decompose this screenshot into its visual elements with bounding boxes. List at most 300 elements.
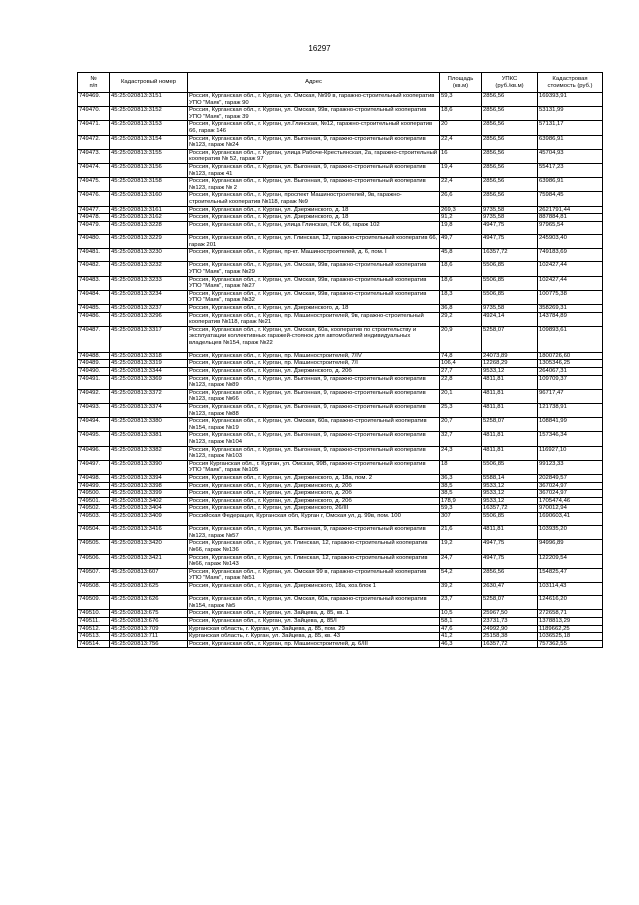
cell-area: 58,1: [440, 618, 482, 626]
cell-upks: 2856,56: [482, 121, 538, 135]
cell-value: 122209,54: [538, 554, 603, 568]
table-row: [78, 368, 603, 376]
cell-upks: 5588,14: [482, 474, 538, 482]
cell-cadastral: 45:25:020813:3398: [110, 482, 188, 490]
cell-area: 19,8: [440, 221, 482, 234]
cell-value: 55417,23: [538, 163, 603, 177]
cell-upks: 9735,58: [482, 206, 538, 214]
table-row: [78, 568, 603, 582]
cadastral-table: [77, 72, 603, 648]
cell-value: 53131,99: [538, 107, 603, 121]
table-row: [78, 352, 603, 360]
cell-area: 49,7: [440, 234, 482, 248]
cell-address: Курганская область, г. Курган, ул. Зайцева, д. 85, кв. 43: [188, 633, 440, 641]
cell-value: 154825,47: [538, 568, 603, 582]
cell-area: 36,8: [440, 305, 482, 313]
cell-value: 143784,89: [538, 312, 603, 326]
cell-value: 367024,97: [538, 482, 603, 490]
table-row: [78, 625, 603, 633]
cell-area: 19,4: [440, 163, 482, 177]
table-row: [78, 262, 603, 276]
cell-area: 269,3: [440, 206, 482, 214]
cell-area: 54,2: [440, 568, 482, 582]
cell-num: 749489.: [78, 360, 110, 368]
cell-area: 20,9: [440, 326, 482, 352]
cell-upks: 23731,73: [482, 618, 538, 626]
cell-cadastral: 45:25:020813:756: [110, 640, 188, 648]
cell-value: 1800726,60: [538, 352, 603, 360]
cell-value: 757362,55: [538, 640, 603, 648]
table-row: [78, 505, 603, 513]
cell-cadastral: 45:25:020813:3296: [110, 312, 188, 326]
cell-address: Россия, Курганская обл., г. Курган, ул. Дзержинского, д. 20б: [188, 497, 440, 505]
cell-address: Россия, Курганская обл., г. Курган, ул. Дзержинского, д. 18: [188, 206, 440, 214]
header-cadastral: Кадастровый номер: [110, 73, 188, 93]
cell-address: Российская Федерация, Курганская обл, Курган г, Омская ул, д. 99в, пом. 100: [188, 512, 440, 525]
cell-area: 23,7: [440, 596, 482, 610]
cell-value: 245903,40: [538, 234, 603, 248]
cell-address: Россия, Курганская обл., г. Курган, ул. Дзержинского, д. 20б: [188, 368, 440, 376]
cell-address: Россия, Курганская обл., г. Курган, пр. Машиностроителей, 9в, гаражно-строительный кооператив №118, гараж №21: [188, 312, 440, 326]
cell-cadastral: 45:25:020813:3318: [110, 352, 188, 360]
cell-upks: 4811,81: [482, 403, 538, 417]
cell-value: 124616,20: [538, 596, 603, 610]
cell-area: 36,3: [440, 474, 482, 482]
table-row: [78, 497, 603, 505]
cell-address: Курганская область, г. Курган, ул. Зайцева, д. 85, пом. 29: [188, 625, 440, 633]
cell-cadastral: 45:25:020813:711: [110, 633, 188, 641]
cell-value: 1189662,25: [538, 625, 603, 633]
table-row: [78, 360, 603, 368]
page-number: 16297: [308, 44, 331, 53]
cell-num: 749490.: [78, 368, 110, 376]
cell-area: 20: [440, 121, 482, 135]
table-row: [78, 249, 603, 262]
cell-upks: 9533,12: [482, 490, 538, 498]
cell-upks: 12268,29: [482, 360, 538, 368]
cell-area: 18: [440, 460, 482, 474]
cell-area: 91,2: [440, 214, 482, 222]
cell-num: 749486.: [78, 312, 110, 326]
cell-address: Россия, Курганская обл., г. Курган, ул. Выгонная, 9, гаражно-строительный кооператив №123, гараж №104: [188, 432, 440, 446]
cell-num: 749513.: [78, 633, 110, 641]
cell-area: 46,3: [440, 640, 482, 648]
table-row: [78, 540, 603, 554]
cell-num: 749493.: [78, 403, 110, 417]
cell-address: Россия, Курганская обл., г. Курган, ул. Выгонная, 9, гаражно-строительный кооператив №123, гараж №57: [188, 526, 440, 540]
cell-upks: 2856,56: [482, 178, 538, 192]
cell-num: 749507.: [78, 568, 110, 582]
cell-upks: 9735,58: [482, 305, 538, 313]
cell-upks: 16357,72: [482, 249, 538, 262]
cell-value: 121738,91: [538, 403, 603, 417]
cell-upks: 9735,58: [482, 214, 538, 222]
cell-upks: 4811,81: [482, 389, 538, 403]
table-row: [78, 312, 603, 326]
cell-num: 749469.: [78, 93, 110, 107]
cell-area: 20,1: [440, 389, 482, 403]
table-row: [78, 610, 603, 618]
cell-upks: 4811,81: [482, 375, 538, 389]
cell-area: 307: [440, 512, 482, 525]
cell-cadastral: 45:25:020813:3152: [110, 107, 188, 121]
cell-address: Россия, Курганская обл., г. Курган, ул. Выгонная, 9, гаражно-строительный кооператив №123, гараж №24: [188, 135, 440, 149]
cell-cadastral: 45:25:020813:3416: [110, 526, 188, 540]
cell-value: 1036525,18: [538, 633, 603, 641]
cell-cadastral: 45:25:020813:3374: [110, 403, 188, 417]
cell-cadastral: 45:25:020813:3229: [110, 234, 188, 248]
cell-address: Россия, Курганская обл., г. Курган, ул. Выгонная, 9, гаражно-строительный кооператив №123, гараж №103: [188, 446, 440, 460]
cell-cadastral: 45:25:020813:3154: [110, 135, 188, 149]
cell-num: 749473.: [78, 149, 110, 163]
cell-upks: 5506,85: [482, 276, 538, 290]
table-row: [78, 512, 603, 525]
cell-address: Россия, Курганская обл., г. Курган, ул. Дзержинского, 26/III: [188, 505, 440, 513]
cell-value: 2621791,44: [538, 206, 603, 214]
table-row: [78, 375, 603, 389]
cell-address: Россия, Курганская обл., г. Курган, ул. Омская, 99в, гаражно-строительный кооператив УПО "Маяк", гараж №32: [188, 290, 440, 304]
cell-value: 94996,89: [538, 540, 603, 554]
cell-value: 169393,91: [538, 93, 603, 107]
cell-cadastral: 45:25:020813:3319: [110, 360, 188, 368]
cell-num: 749500.: [78, 490, 110, 498]
cell-cadastral: 45:25:020813:3421: [110, 554, 188, 568]
cell-area: 32,7: [440, 432, 482, 446]
cell-num: 749470.: [78, 107, 110, 121]
cell-area: 45,8: [440, 249, 482, 262]
cell-num: 749510.: [78, 610, 110, 618]
cell-upks: 16357,72: [482, 640, 538, 648]
cell-num: 749494.: [78, 418, 110, 432]
cell-num: 749476.: [78, 192, 110, 206]
cell-cadastral: 45:25:020813:3156: [110, 163, 188, 177]
table-row: [78, 234, 603, 248]
cell-cadastral: 45:25:020813:3162: [110, 214, 188, 222]
cell-upks: 24073,89: [482, 352, 538, 360]
cell-cadastral: 45:25:020813:626: [110, 596, 188, 610]
cell-value: 970012,94: [538, 505, 603, 513]
cell-cadastral: 45:25:020813:676: [110, 618, 188, 626]
cell-area: 19,2: [440, 540, 482, 554]
cell-area: 10,5: [440, 610, 482, 618]
cell-address: Россия, Курганская обл., г. Курган, ул. Омская, 99в, гаражно-строительный кооператив УПО "Маяк", гараж 39: [188, 107, 440, 121]
cell-area: 21,6: [440, 526, 482, 540]
cell-num: 749482.: [78, 262, 110, 276]
cell-address: Россия, Курганская обл., г. Курган, пр. Машиностроителей, д. 6/III: [188, 640, 440, 648]
header-upks: УПКС (руб./кв.м): [482, 73, 538, 93]
cell-area: 106,4: [440, 360, 482, 368]
header-num: № п/п: [78, 73, 110, 93]
table-row: [78, 418, 603, 432]
cell-value: 99123,33: [538, 460, 603, 474]
cell-area: 47,6: [440, 625, 482, 633]
cell-value: 887884,81: [538, 214, 603, 222]
cell-num: 749474.: [78, 163, 110, 177]
table-row: [78, 290, 603, 304]
cell-cadastral: 45:25:020813:3382: [110, 446, 188, 460]
cell-address: Россия, Курганская обл., г. Курган, пр-кт. Машиностроителей, д. 6, пом. I: [188, 249, 440, 262]
cell-address: Россия, Курганская обл., г. Курган, ул. Выгонная, 9, гаражно-строительный кооператив №123, гараж 41: [188, 163, 440, 177]
table-row: [78, 206, 603, 214]
table-header-row: [78, 73, 603, 93]
table-row: [78, 474, 603, 482]
cell-value: 100775,38: [538, 290, 603, 304]
cell-cadastral: 45:25:020813:3155: [110, 149, 188, 163]
cell-num: 749514.: [78, 640, 110, 648]
cell-upks: 4811,81: [482, 446, 538, 460]
cell-cadastral: 45:25:020813:3160: [110, 192, 188, 206]
table-row: [78, 389, 603, 403]
cell-area: 16: [440, 149, 482, 163]
cell-cadastral: 45:25:020813:3369: [110, 375, 188, 389]
cell-cadastral: 45:25:020813:3404: [110, 505, 188, 513]
cell-num: 749503.: [78, 512, 110, 525]
cell-address: Россия, Курганская обл., г. Курган, проспект Машиностроителей, 9в, гаражно-строительный кооператив №118, гараж №9: [188, 192, 440, 206]
cell-area: 22,4: [440, 178, 482, 192]
cell-value: 272658,71: [538, 610, 603, 618]
cell-address: Россия, Курганская обл., г. Курган, ул. Глинская, 12, гаражно-строительный кооператив 66, гараж 201: [188, 234, 440, 248]
cell-address: Россия, Курганская обл., г. Курган, ул. Омская 99 в, гаражно-строительный кооператив УПО "Маяк", гараж №51: [188, 568, 440, 582]
cell-num: 749475.: [78, 178, 110, 192]
cell-upks: 5506,85: [482, 262, 538, 276]
table-row: [78, 214, 603, 222]
table-row: [78, 107, 603, 121]
cell-num: 749512.: [78, 625, 110, 633]
cell-address: Россия, Курганская обл., г. Курган, ул. Выгонная, 9, гаражно-строительный кооператив №123, гараж №66: [188, 389, 440, 403]
cell-num: 749491.: [78, 375, 110, 389]
cell-cadastral: 45:25:020813:3399: [110, 490, 188, 498]
cell-address: Россия, Курганская обл., г. Курган, ул. Омская, 60а, гаражно-строительный кооператив №154, гараж №19: [188, 418, 440, 432]
cell-area: 59,3: [440, 505, 482, 513]
cell-address: Россия, Курганская обл., г. Курган, ул. Дзержинского, д. 20б: [188, 482, 440, 490]
table-row: [78, 446, 603, 460]
cell-num: 749504.: [78, 526, 110, 540]
cell-value: 109893,61: [538, 326, 603, 352]
cell-cadastral: 45:25:020813:3228: [110, 221, 188, 234]
cell-address: Россия, Курганская обл., г. Курган, ул. Омская, 60а, гаражно-строительный кооператив №154, гараж №5: [188, 596, 440, 610]
cell-cadastral: 45:25:020813:3317: [110, 326, 188, 352]
cell-area: 18,6: [440, 107, 482, 121]
cell-value: 45704,93: [538, 149, 603, 163]
cell-area: 18,3: [440, 290, 482, 304]
cell-value: 264067,31: [538, 368, 603, 376]
cell-upks: 2856,56: [482, 192, 538, 206]
table-row: [78, 276, 603, 290]
cell-upks: 2856,56: [482, 149, 538, 163]
cell-upks: 4811,81: [482, 432, 538, 446]
cell-upks: 5506,85: [482, 290, 538, 304]
table-row: [78, 596, 603, 610]
cell-value: 1690603,41: [538, 512, 603, 525]
table-row: [78, 633, 603, 641]
cell-num: 749492.: [78, 389, 110, 403]
cell-address: Россия, Курганская обл., г. Курган, ул. Омская, №99 в, гаражно-строительный кооператив УПО "Маяк", гараж 90: [188, 93, 440, 107]
table-row: [78, 482, 603, 490]
cell-value: 749183,69: [538, 249, 603, 262]
cell-area: 18,6: [440, 262, 482, 276]
table-row: [78, 403, 603, 417]
cell-value: 116927,10: [538, 446, 603, 460]
table-row: [78, 554, 603, 568]
cell-upks: 25158,38: [482, 633, 538, 641]
cell-value: 103114,43: [538, 582, 603, 595]
cell-area: 25,3: [440, 403, 482, 417]
table-row: [78, 149, 603, 163]
cell-area: 38,5: [440, 490, 482, 498]
table-row: [78, 640, 603, 648]
cell-upks: 4947,75: [482, 554, 538, 568]
cell-upks: 4947,75: [482, 540, 538, 554]
cell-address: Россия, Курганская обл., г. Курган, ул. Омская, 99в, гаражно-строительный кооператив УПО "Маяк", гараж №29: [188, 262, 440, 276]
cell-address: Россия, Курганская обл., г. Курган, ул. Омская, 99в, гаражно-строительный кооператив УПО "Маяк", гараж №27: [188, 276, 440, 290]
header-address: Адрес: [188, 73, 440, 93]
cell-value: 102427,44: [538, 262, 603, 276]
cell-address: Россия, Курганская обл., г. Курган, ул. Дзержинского, д. 18а, пом. 2: [188, 474, 440, 482]
table-row: [78, 192, 603, 206]
cell-num: 749511.: [78, 618, 110, 626]
cell-upks: 2856,56: [482, 93, 538, 107]
cell-address: Россия, Курганская обл., г. Курган, ул. Выгонная, 9, гаражно-строительный кооператив №123, гараж №89: [188, 375, 440, 389]
cell-address: Россия, Курганская обл., г. Курган, ул.Глинская, №12, гаражно-строительный кооператив 66, гараж 146: [188, 121, 440, 135]
cell-upks: 2856,56: [482, 135, 538, 149]
cell-cadastral: 45:25:020813:3420: [110, 540, 188, 554]
cell-area: 20,7: [440, 418, 482, 432]
cell-cadastral: 45:25:020813:3394: [110, 474, 188, 482]
cell-upks: 24992,90: [482, 625, 538, 633]
cell-num: 749488.: [78, 352, 110, 360]
cell-upks: 4811,81: [482, 526, 538, 540]
cell-value: 97965,54: [538, 221, 603, 234]
cell-num: 749487.: [78, 326, 110, 352]
cell-cadastral: 45:25:020813:3409: [110, 512, 188, 525]
table-row: [78, 526, 603, 540]
cell-num: 749478.: [78, 214, 110, 222]
cell-num: 749484.: [78, 290, 110, 304]
cell-address: Россия, Курганская обл., г. Курган, ул. Зайцева, д. 85, кв. 1: [188, 610, 440, 618]
cell-value: 367024,97: [538, 490, 603, 498]
cell-cadastral: 45:25:020813:3233: [110, 276, 188, 290]
cell-num: 749501.: [78, 497, 110, 505]
cell-upks: 5258,07: [482, 596, 538, 610]
cell-cadastral: 45:25:020813:3380: [110, 418, 188, 432]
cell-upks: 9533,12: [482, 482, 538, 490]
cell-num: 749509.: [78, 596, 110, 610]
cell-value: 57131,17: [538, 121, 603, 135]
cell-upks: 5258,07: [482, 418, 538, 432]
cell-cadastral: 45:25:020813:3390: [110, 460, 188, 474]
cell-cadastral: 45:25:020813:3230: [110, 249, 188, 262]
cell-area: 38,5: [440, 482, 482, 490]
cell-address: Россия, Курганская обл., г. Курган, пр. Машиностроителей, 7/I: [188, 360, 440, 368]
cell-area: 29,2: [440, 312, 482, 326]
table-row: [78, 432, 603, 446]
table-row: [78, 178, 603, 192]
cell-value: 202849,57: [538, 474, 603, 482]
cell-upks: 4947,75: [482, 221, 538, 234]
cell-cadastral: 45:25:020813:3381: [110, 432, 188, 446]
cell-num: 749483.: [78, 276, 110, 290]
cell-value: 63986,91: [538, 135, 603, 149]
cell-num: 749481.: [78, 249, 110, 262]
cell-num: 749477.: [78, 206, 110, 214]
cell-value: 358269,31: [538, 305, 603, 313]
cell-area: 39,2: [440, 582, 482, 595]
table-body: [78, 93, 603, 648]
cell-cadastral: 45:25:020813:709: [110, 625, 188, 633]
cell-address: Россия, Курганская обл., г. Курган, ул. Глинская, 12, гаражно-строительный кооператив №66, гараж №143: [188, 554, 440, 568]
cell-upks: 5506,85: [482, 512, 538, 525]
cell-area: 74,8: [440, 352, 482, 360]
cell-value: 96717,47: [538, 389, 603, 403]
table-row: [78, 490, 603, 498]
table-row: [78, 121, 603, 135]
cell-address: Россия, Курганская обл., г. Курган, ул. Дзержинского, д. 20б: [188, 490, 440, 498]
table-row: [78, 163, 603, 177]
cell-address: Россия, Курганская обл., г. Курган, ул. Дзержинского, 18а, хоз.блок 1: [188, 582, 440, 595]
cell-upks: 9533,12: [482, 497, 538, 505]
cell-num: 749506.: [78, 554, 110, 568]
cell-num: 749479.: [78, 221, 110, 234]
header-area: Площадь (кв.м): [440, 73, 482, 93]
cell-value: 102427,44: [538, 276, 603, 290]
table-row: [78, 93, 603, 107]
cell-address: Россия, Курганская обл., г. Курган, ул. Омская, 60а, кооператив по строительству и эксплуатации коллективных гаражей-стоянок для автомобилей индивидуальных владельцев №154, гараж №22: [188, 326, 440, 352]
table-row: [78, 460, 603, 474]
cell-area: 22,4: [440, 135, 482, 149]
cell-cadastral: 45:25:020813:675: [110, 610, 188, 618]
table-row: [78, 618, 603, 626]
cell-address: Россия, Курганская обл., г. Курган, ул. Выгонная, 9, гаражно-строительный кооператив №123, гараж №88: [188, 403, 440, 417]
cell-num: 749480.: [78, 234, 110, 248]
cell-num: 749499.: [78, 482, 110, 490]
cell-area: 22,8: [440, 375, 482, 389]
cell-cadastral: 45:25:020813:3232: [110, 262, 188, 276]
cell-area: 178,9: [440, 497, 482, 505]
cell-value: 1305346,25: [538, 360, 603, 368]
cell-area: 24,7: [440, 554, 482, 568]
cell-address: Россия, Курганская обл., г. Курган, ул. Дзержинского, д. 18: [188, 214, 440, 222]
cell-upks: 25967,50: [482, 610, 538, 618]
cell-value: 103935,20: [538, 526, 603, 540]
cell-area: 26,6: [440, 192, 482, 206]
cell-address: Россия, Курганская обл., г. Курган, ул. Дзержинского, д. 18: [188, 305, 440, 313]
cell-num: 749508.: [78, 582, 110, 595]
cell-upks: 5258,07: [482, 326, 538, 352]
header-value: Кадастровая стоимость (руб.): [538, 73, 603, 93]
cell-area: 41,2: [440, 633, 482, 641]
cell-address: Россия, Курганская обл., г. Курган, ул. Глинская, 12, гаражно-строительный кооператив №66, гараж №136: [188, 540, 440, 554]
cell-address: Россия, Курганская обл., г. Курган, ул. Зайцева, д. 85/I: [188, 618, 440, 626]
cell-area: 24,3: [440, 446, 482, 460]
cell-upks: 4924,14: [482, 312, 538, 326]
cell-area: 59,3: [440, 93, 482, 107]
table-row: [78, 135, 603, 149]
cell-upks: 2856,56: [482, 163, 538, 177]
cell-cadastral: 45:25:020813:3344: [110, 368, 188, 376]
cell-value: 1705474,46: [538, 497, 603, 505]
cell-value: 157346,34: [538, 432, 603, 446]
cell-cadastral: 45:25:020813:3402: [110, 497, 188, 505]
cell-value: 109709,37: [538, 375, 603, 389]
cell-num: 749498.: [78, 474, 110, 482]
cell-area: 27,7: [440, 368, 482, 376]
cell-value: 1378813,29: [538, 618, 603, 626]
cell-address: Россия, Курганская обл., г. Курган, ул. Выгонная, 9, гаражно-строительный кооператив №123, гараж № 2: [188, 178, 440, 192]
cell-cadastral: 45:25:020813:3153: [110, 121, 188, 135]
cell-num: 749471.: [78, 121, 110, 135]
cell-area: 18,6: [440, 276, 482, 290]
cell-num: 749502.: [78, 505, 110, 513]
